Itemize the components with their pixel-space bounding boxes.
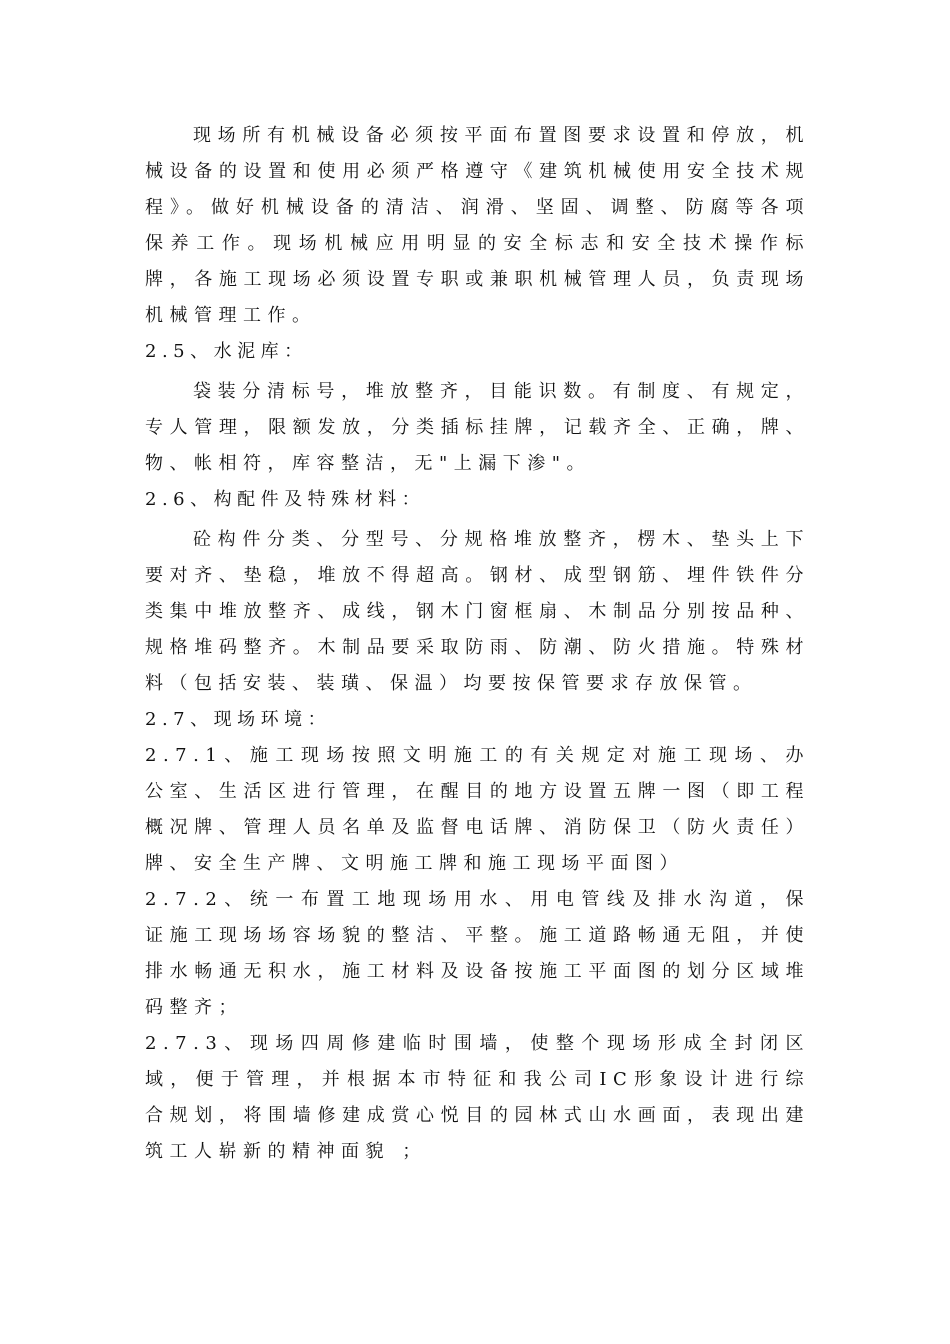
paragraph-machinery: 现场所有机械设备必须按平面布置图要求设置和停放，机械设备的设置和使用必须严格遵守《建筑机械使用安全技术规程》。做好机械设备的清洁、润滑、坚固、调整、防腐等各项保养工作。现场机械应用明显的安全标志和安全技术操作标牌，各施工现场必须设置专职或兼职机械管理人员，负责现场机械管理工作。 — [145, 125, 810, 326]
heading-site-environment: 2.7、现场环境： — [145, 709, 332, 730]
heading-components-materials: 2.6、构配件及特殊材料： — [145, 489, 426, 510]
paragraph-site-utilities: 2.7.2、统一布置工地现场用水、用电管线及排水沟道，保证施工现场场容场貌的整洁、平整。施工道路畅通无阻，并使排水畅通无积水，施工材料及设备按施工平面图的划分区域堆码整齐； — [145, 889, 810, 1018]
paragraph-site-management: 2.7.1、施工现场按照文明施工的有关规定对施工现场、办公室、生活区进行管理，在醒目的地方设置五牌一图（即工程概况牌、管理人员名单及监督电话牌、消防保卫（防火责任）牌、安全生产牌、文明施工牌和施工现场平面图） — [145, 745, 810, 874]
paragraph-site-enclosure: 2.7.3、现场四周修建临时围墙，使整个现场形成全封闭区域，便于管理，并根据本市特征和我公司IC形象设计进行综合规划，将围墙修建成赏心悦目的园林式山水画面，表现出建筑工人崭新的精神面貌 ； — [145, 1033, 810, 1162]
heading-cement-warehouse: 2.5、水泥库： — [145, 341, 308, 362]
document-body — [145, 118, 810, 1170]
paragraph-components-materials: 砼构件分类、分型号、分规格堆放整齐，楞木、垫头上下要对齐、垫稳，堆放不得超高。钢材、成型钢筋、埋件铁件分类集中堆放整齐、成线，钢木门窗框扇、木制品分别按品种、规格堆码整齐。木制品要采取防雨、防潮、防火措施。特殊材料（包括安装、装璜、保温）均要按保管要求存放保管。 — [145, 529, 810, 694]
paragraph-cement-warehouse: 袋装分清标号，堆放整齐，目能识数。有制度、有规定，专人管理，限额发放，分类插标挂牌，记载齐全、正确，牌、物、帐相符，库容整洁，无"上漏下渗"。 — [145, 381, 810, 474]
